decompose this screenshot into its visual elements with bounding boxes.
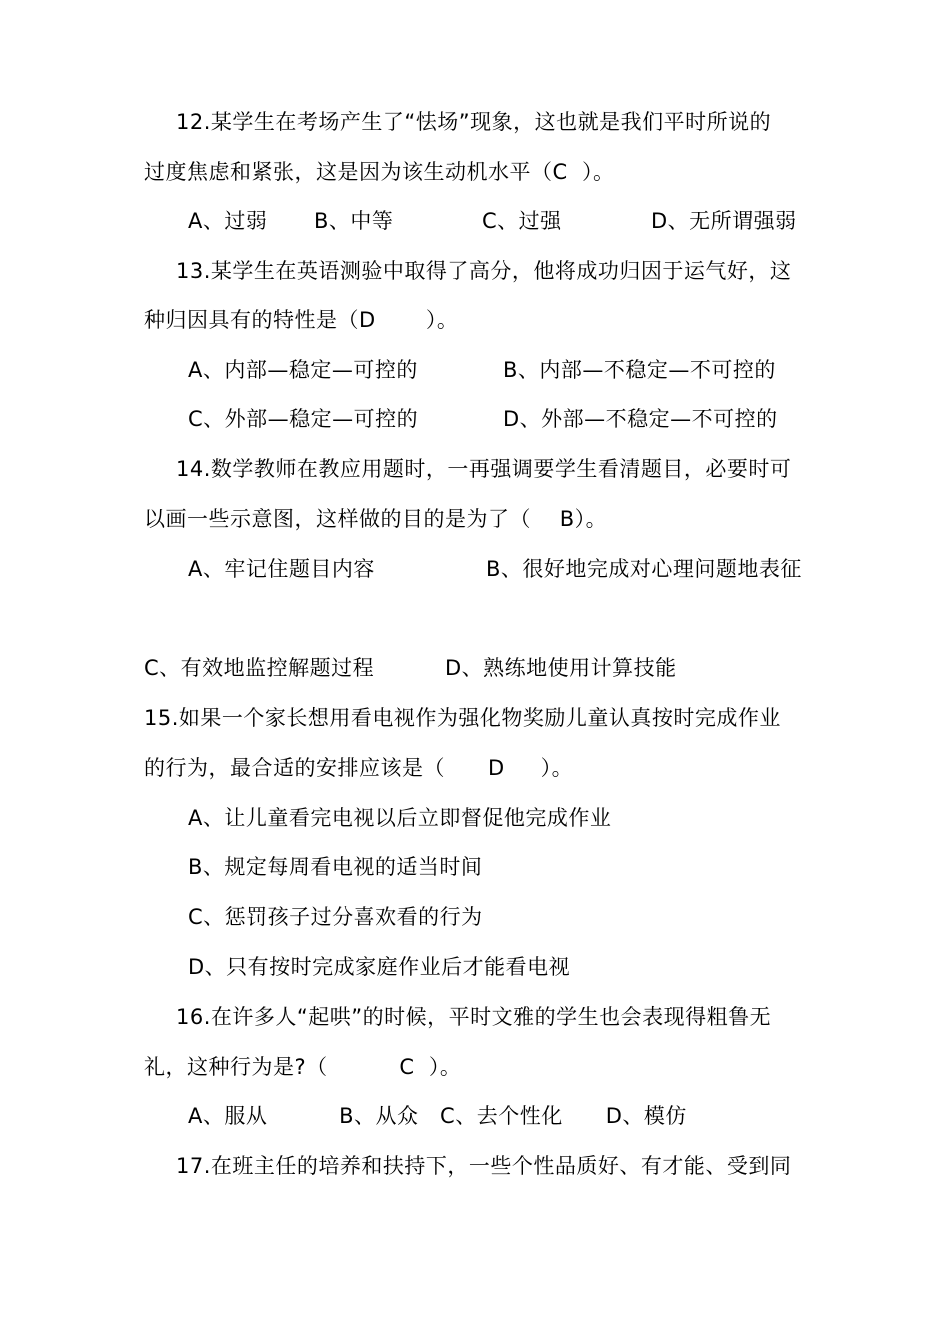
q14-stem-line-2: 以画一些示意图，这样做的目的是为了（ B）。 — [144, 507, 608, 531]
q14-option-d: D、熟练地使用计算技能 — [445, 656, 677, 680]
q14-stem-line-1: 14.数学教师在教应用题时，一再强调要学生看清题目，必要时可 — [176, 457, 792, 481]
q13-option-d: D、外部—不稳定—不可控的 — [503, 407, 778, 431]
q17-stem-line-1: 17.在班主任的培养和扶持下，一些个性品质好、有才能、受到同 — [176, 1154, 792, 1178]
q12-stem-line-2: 过度焦虑和紧张，这是因为该生动机水平（C ）。 — [144, 160, 615, 184]
q12-option-b: B、中等 — [314, 209, 394, 233]
q16-options: A、服从 B、从众 C、去个性化 D、模仿 — [188, 1104, 687, 1128]
q15-stem-line-1: 15.如果一个家长想用看电视作为强化物奖励儿童认真按时完成作业 — [144, 706, 781, 730]
q15-option-c: C、惩罚孩子过分喜欢看的行为 — [188, 905, 483, 929]
q15-option-a: A、让儿童看完电视以后立即督促他完成作业 — [188, 806, 612, 830]
q16-stem-line-2: 礼，这种行为是?（ C ）。 — [144, 1055, 462, 1079]
q15-option-d: D、只有按时完成家庭作业后才能看电视 — [188, 955, 571, 979]
q12-option-c: C、过强 — [482, 209, 562, 233]
q13-option-b: B、内部—不稳定—不可控的 — [503, 358, 776, 382]
q13-option-c: C、外部—稳定—可控的 — [188, 407, 419, 431]
q15-stem-line-2: 的行为，最合适的安排应该是（ D ）。 — [144, 756, 574, 780]
q16-stem-line-1: 16.在许多人“起哄”的时候，平时文雅的学生也会表现得粗鲁无 — [176, 1005, 772, 1029]
q12-option-d: D、无所谓强弱 — [651, 209, 797, 233]
q12-stem-line-1: 12.某学生在考场产生了“怯场”现象，这也就是我们平时所说的 — [176, 110, 772, 134]
q13-option-a: A、内部—稳定—可控的 — [188, 358, 418, 382]
q13-stem-line-1: 13.某学生在英语测验中取得了高分，他将成功归因于运气好，这 — [176, 259, 792, 283]
q13-stem-line-2: 种归因具有的特性是（D ）。 — [144, 308, 459, 332]
q14-option-a: A、牢记住题目内容 — [188, 557, 375, 581]
q14-option-c: C、有效地监控解题过程 — [144, 656, 375, 680]
q15-option-b: B、规定每周看电视的适当时间 — [188, 855, 483, 879]
q14-option-b: B、很好地完成对心理问题地表征 — [486, 557, 802, 581]
q12-option-a: A、过弱 — [188, 209, 268, 233]
